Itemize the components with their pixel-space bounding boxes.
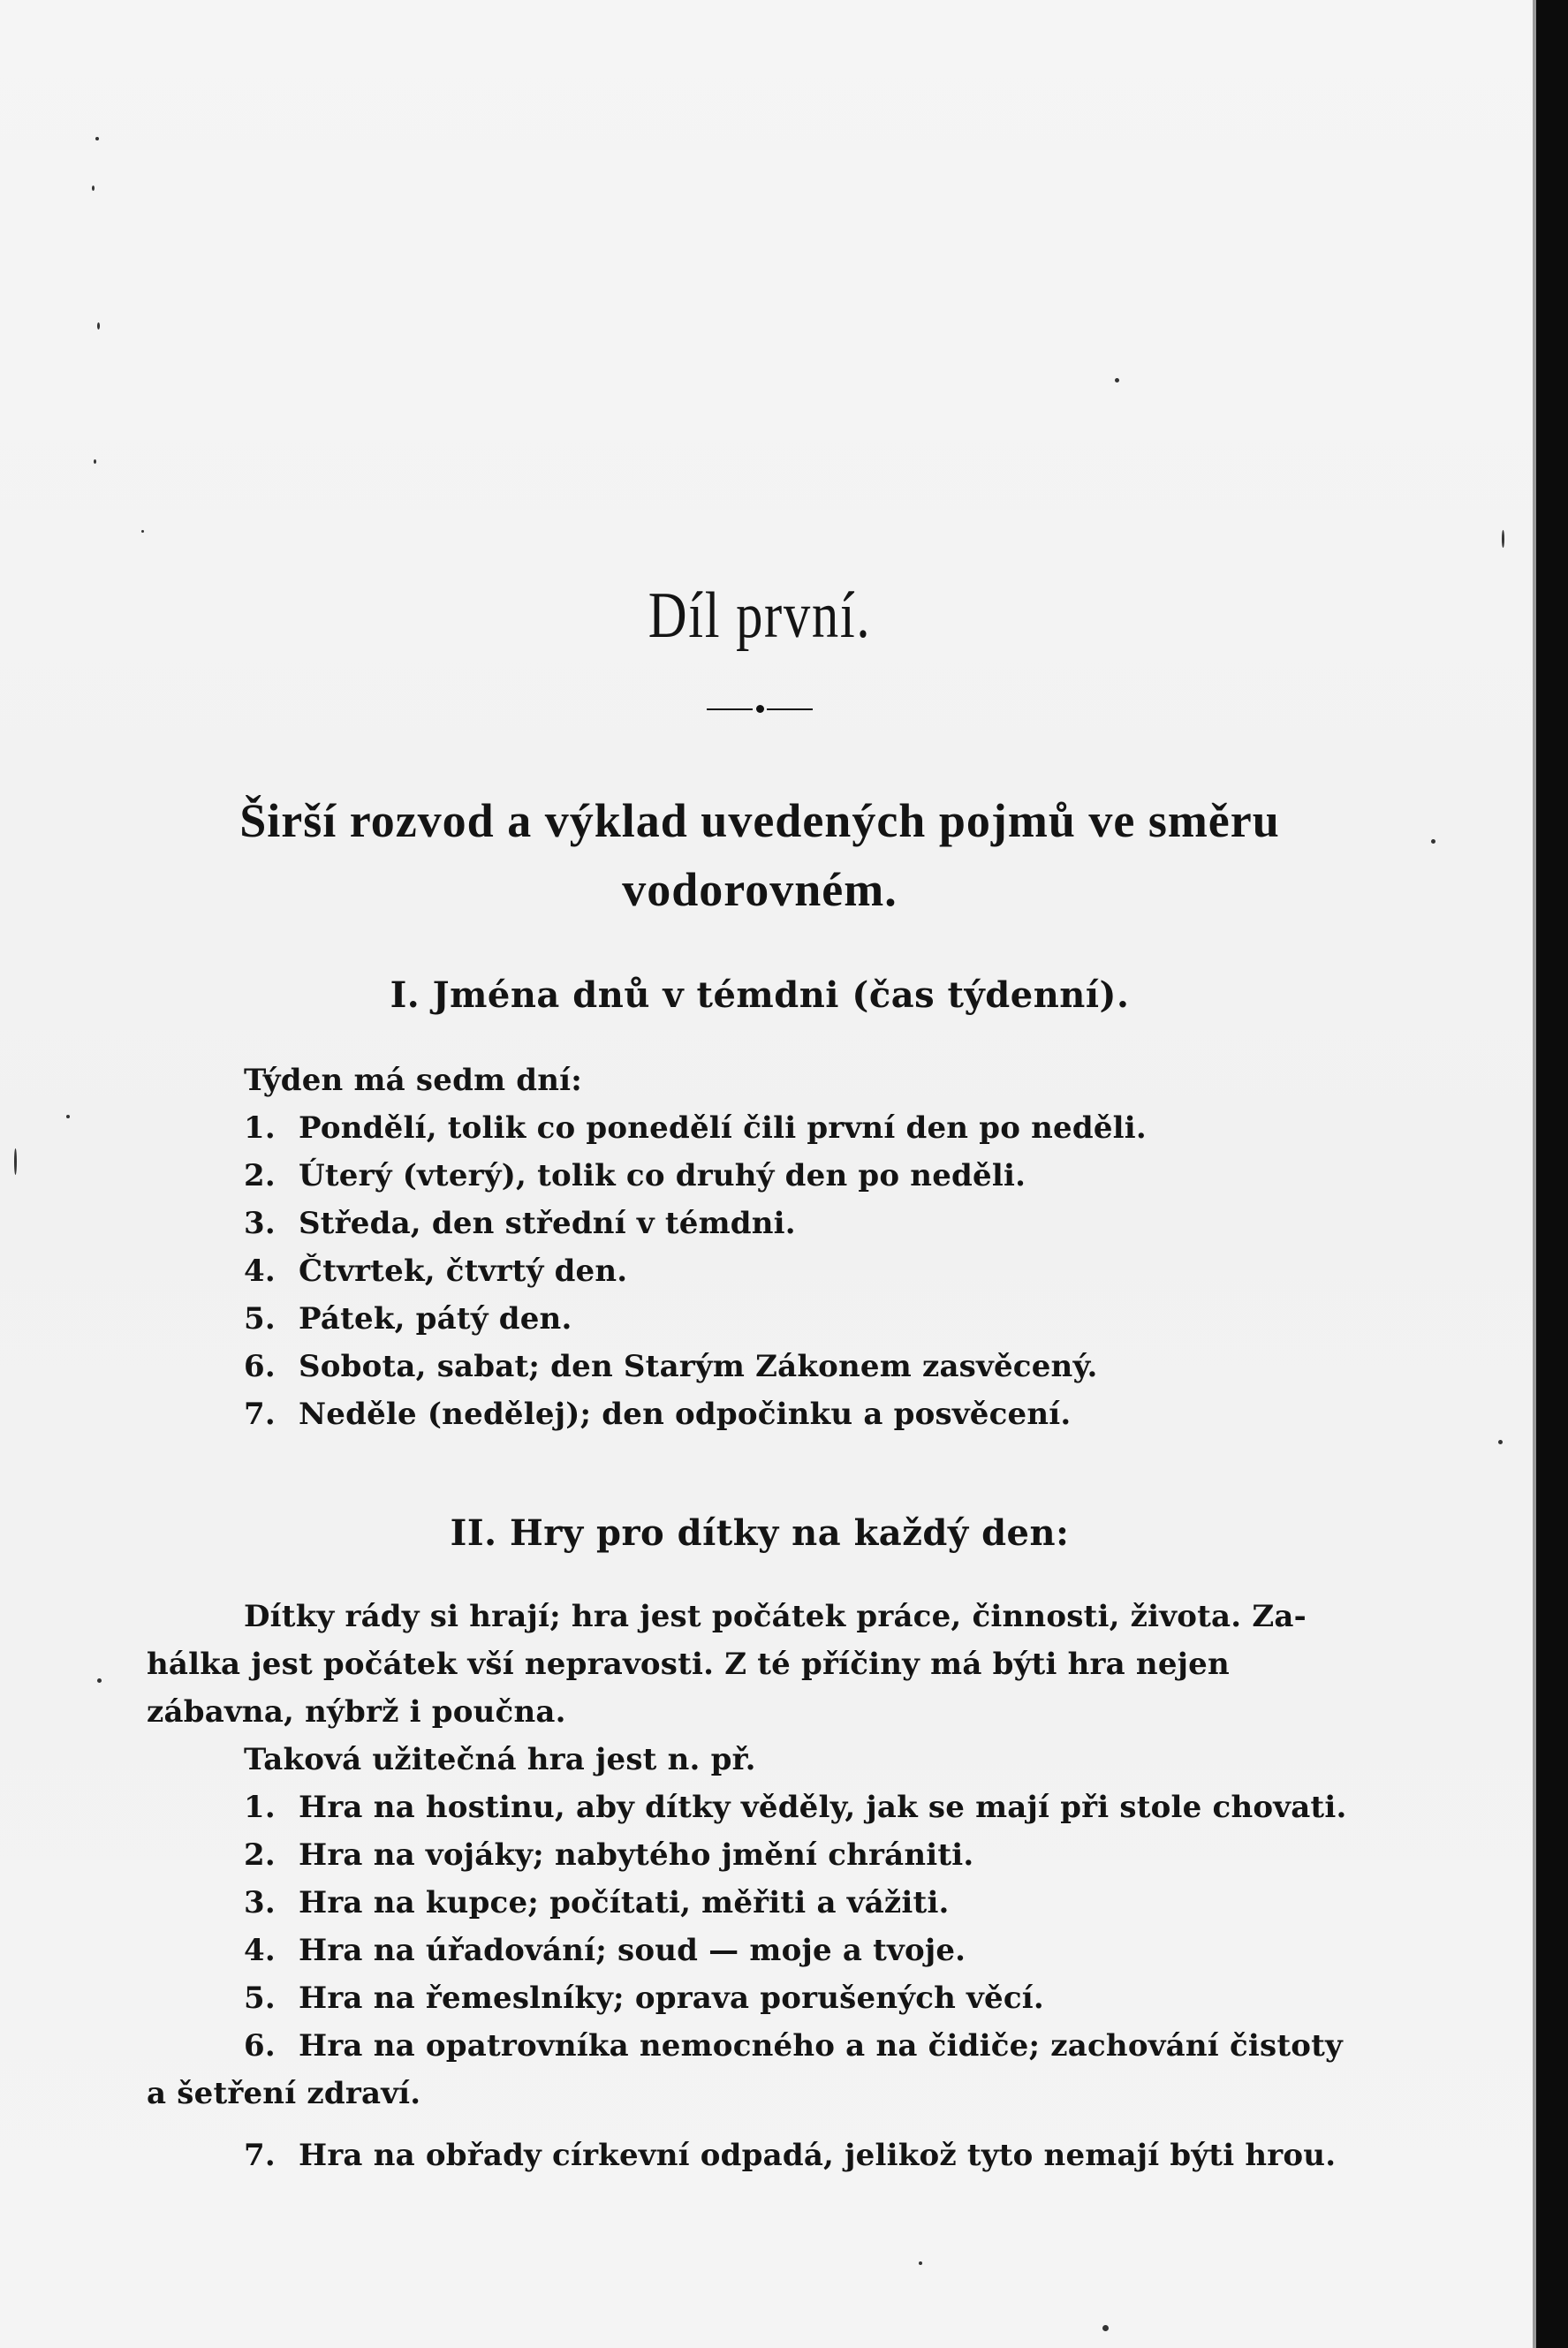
item-number: 7. [244,2138,276,2173]
paragraph-line: zábavna, nýbrž i poučna. [147,1694,566,1730]
ornament-divider [707,704,813,715]
scan-speck [1498,1440,1503,1444]
item-number: 7. [244,1397,276,1432]
list-item [244,1158,1026,1193]
item-text: Hra na vojáky; nabytého jmění chrániti. [299,1837,974,1873]
item-number: 4. [244,1933,276,1968]
item-text: Hra na kupce; počítati, měřiti a vážiti. [299,1885,950,1920]
list-item [244,1837,973,1873]
scan-speck [141,530,144,533]
scan-speck [92,186,95,191]
list-item [244,1885,950,1920]
section-intro: Týden má sedm dní: [244,1063,583,1098]
item-text: Hra na opatrovníka nemocného a na čidiče; zachování čistoty [299,2028,1343,2064]
scan-speck [1102,2325,1109,2331]
scan-speck [1431,839,1435,844]
main-heading-line: vodorovném. [622,863,898,916]
list-item [244,1301,572,1337]
scan-speck [66,1115,70,1118]
section-heading-days: I. Jména dnů v témdni (čas týdenní). [390,974,1130,1016]
list-item [244,1349,1098,1384]
item-text: Úterý (vterý), tolik co druhý den po neděli. [299,1158,1026,1193]
item-number: 6. [244,2028,276,2064]
section-heading-games: II. Hry pro dítky na každý den: [450,1512,1070,1554]
scan-speck [95,137,99,140]
paragraph-line: hálka jest počátek vší nepravosti. Z té příčiny má býti hra nejen [147,1647,1230,1682]
item-text: Hra na hostinu, aby dítky věděly, jak se mají při stole chovati. [299,1790,1347,1825]
item-number: 5. [244,1981,276,2016]
item-text: Sobota, sabat; den Starým Zákonem zasvěcený. [299,1349,1098,1384]
list-item [244,1933,966,1968]
main-heading [115,786,1405,924]
scan-speck [97,1678,102,1683]
item-number: 1. [244,1110,276,1146]
item-number: 6. [244,1349,276,1384]
item-number: 1. [244,1790,276,1825]
scan-speck [1502,530,1504,548]
list-item [244,1206,796,1241]
item-text: a šetření zdraví. [147,2076,421,2111]
item-text: Hra na řemeslníky; oprava porušených věcí. [299,1981,1044,2016]
list-item-continuation [147,2076,420,2111]
scan-speck [94,459,96,464]
item-text: Neděle (nedělej); den odpočinku a posvěcení. [299,1397,1072,1432]
main-heading-line: Širší rozvod a výklad uvedených pojmů ve směru [239,794,1280,847]
list-item [244,1790,1346,1825]
paragraph-line: Dítky rády si hrají; hra jest počátek práce, činnosti, života. Za- [244,1599,1307,1634]
item-number: 3. [244,1206,276,1241]
scan-border [1536,0,1568,2348]
item-text: Hra na obřady církevní odpadá, jelikož tyto nemají býti hrou. [299,2138,1337,2173]
item-text: Čtvrtek, čtvrtý den. [299,1254,628,1289]
item-text: Hra na úřadování; soud — moje a tvoje. [299,1933,966,1968]
item-number: 2. [244,1158,276,1193]
scan-speck [14,1148,17,1175]
list-item [244,1254,627,1289]
item-number: 5. [244,1301,276,1337]
part-title: Díl první. [648,579,872,652]
item-number: 3. [244,1885,276,1920]
item-text: Pondělí, tolik co ponedělí čili první den po neděli. [299,1110,1147,1146]
scan-speck [97,322,100,329]
list-item [244,1397,1071,1432]
list-item [244,2138,1336,2173]
section-intro: Taková užitečná hra jest n. př. [244,1742,756,1777]
item-text: Středa, den střední v témdni. [299,1206,796,1241]
item-number: 4. [244,1254,276,1289]
list-item [244,1981,1044,2016]
item-number: 2. [244,1837,276,1873]
scan-speck [1115,378,1119,382]
scan-speck [919,2261,922,2265]
list-item [244,2028,1343,2064]
item-text: Pátek, pátý den. [299,1301,572,1337]
list-item [244,1110,1147,1146]
